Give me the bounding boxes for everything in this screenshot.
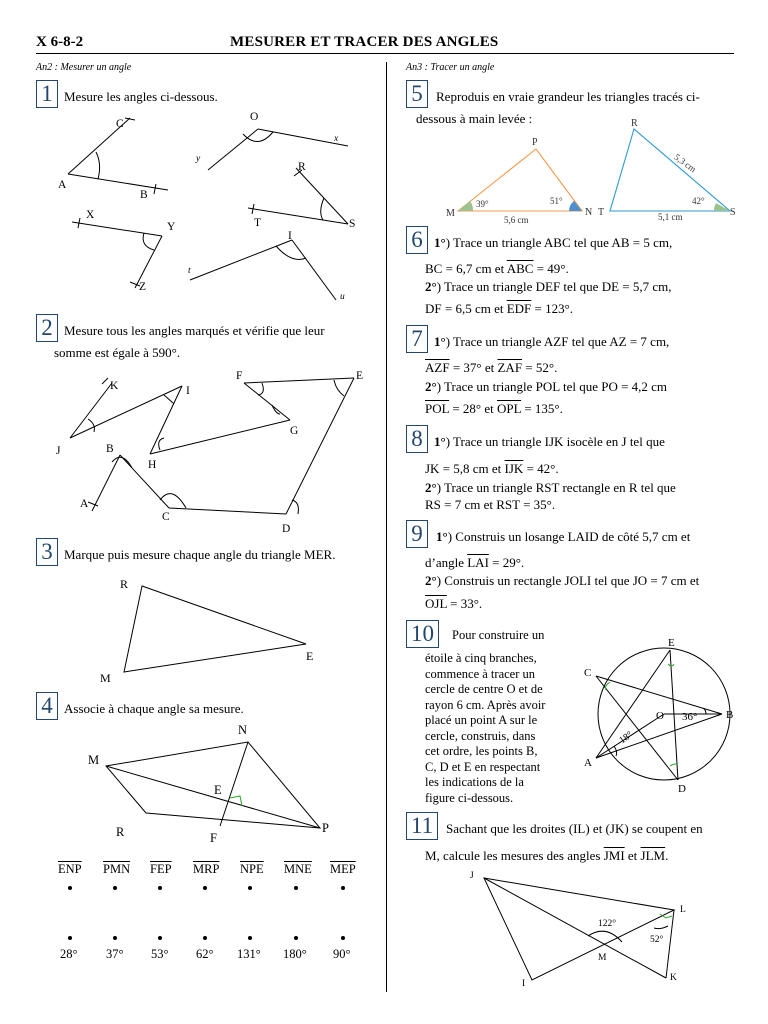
exercise-9-line-2: d’angle $\overline{LAI} = 29^\circ$. <box>425 555 525 570</box>
label-A: A <box>80 498 89 510</box>
exercise-9-line-1: 1°) Construis un losange LAID de côté 5,7 cm et <box>436 529 691 544</box>
page-title: MESURER ET TRACER DES ANGLES <box>230 34 499 50</box>
exercise-4-number: 4 <box>36 692 58 720</box>
measure-37: 37° <box>106 947 124 961</box>
exercise-2-number: 2 <box>36 314 58 342</box>
label-F: F <box>236 370 243 382</box>
label-O: O <box>250 111 259 123</box>
label-R: R <box>631 118 638 129</box>
label-x: x <box>334 134 339 144</box>
exercise-5-line-2: dessous à main levée : <box>416 111 533 126</box>
exercise-9-line-3: 2°) Construis un rectangle JOLI tel que JO = 7 cm et <box>425 573 700 588</box>
label-B: B <box>140 189 148 201</box>
exercise-10-line-1: Pour construire un <box>452 628 545 642</box>
exercise-11-number: 11 <box>406 812 438 840</box>
exercise-6-number: 6 <box>406 226 428 254</box>
label-R: R <box>298 161 306 173</box>
label-J: J <box>470 871 474 881</box>
angle-39: 39° <box>476 199 489 209</box>
label-P: P <box>532 137 538 148</box>
left-section-subtitle: An2 : Mesurer un angle <box>36 62 132 73</box>
exercise-5-line-1: Reproduis en vraie grandeur les triangles tracés ci- <box>436 89 700 104</box>
angle-NPE: $\overline{NPE}$ <box>240 862 264 876</box>
header-rule <box>36 53 734 54</box>
label-H: H <box>148 459 157 471</box>
label-C: C <box>584 667 592 679</box>
angle-MRP: $\overline{MRP}$ <box>193 862 220 876</box>
label-E: E <box>306 649 314 663</box>
label-D: D <box>678 783 686 795</box>
exercise-1-instruction: Mesure les angles ci-dessous. <box>64 89 218 104</box>
label-D: D <box>282 523 291 535</box>
exercise-3-figure <box>36 572 381 687</box>
label-E: E <box>668 637 675 649</box>
right-section-subtitle: An3 : Tracer un angle <box>406 62 495 73</box>
label-A: A <box>58 179 67 191</box>
measure-180: 180° <box>283 947 307 961</box>
exercise-10-number: 10 <box>406 620 439 648</box>
angle-51: 51° <box>550 196 563 206</box>
measure-131: 131° <box>237 947 261 961</box>
exercise-7-number: 7 <box>406 325 428 353</box>
label-R: R <box>116 825 125 839</box>
label-C: C <box>162 511 170 523</box>
column-divider <box>386 62 387 992</box>
exercise-8-line-2: JK = 5,8 cm et $\overline{IJK} = 42^\circ$. <box>425 461 559 476</box>
label-F: F <box>210 831 217 845</box>
angle-122: 122° <box>598 919 617 929</box>
measure-53: 53° <box>151 947 169 961</box>
angle-52: 52° <box>650 935 664 945</box>
label-A: A <box>584 757 592 769</box>
label-K: K <box>110 380 119 392</box>
exercise-11-figure <box>460 866 700 991</box>
worksheet-code: X 6-8-2 <box>36 34 84 50</box>
label-M: M <box>100 671 111 685</box>
exercise-6-line-4: DF = 6,5 cm et $\overline{EDF} = 123^\circ$. <box>425 301 574 316</box>
label-t: t <box>188 266 191 276</box>
exercise-7-line-3: 2°) Trace un triangle POL tel que PO = 4,2 cm <box>425 379 668 394</box>
exercise-5-figure <box>430 115 740 225</box>
side-5-1: 5,1 cm <box>658 212 683 222</box>
exercise-4-matching <box>48 862 378 972</box>
label-B: B <box>726 709 734 721</box>
label-M: M <box>88 753 100 767</box>
exercise-9-number: 9 <box>406 520 428 548</box>
exercise-7-line-2: $\overline{AZF} = 37^\circ$ et $\overline{ZAF} = 52^\circ$. <box>425 360 558 375</box>
label-O: O <box>656 710 664 722</box>
exercise-10-figure <box>574 630 744 800</box>
label-R: R <box>120 577 129 591</box>
angle-42: 42° <box>692 196 705 206</box>
exercise-7-line-4: $\overline{POL} = 28^\circ$ et $\overline{OPL} = 135^\circ$. <box>425 401 563 416</box>
label-Z: Z <box>139 281 147 293</box>
exercise-10-text: étoile à cinq branches, commence à tracer un cercle de centre O et de rayon 6 cm. Après avoir placé un point A sur le cercle, construis, dans cet ordre, les points B, C, D et E en respectant les indications de la figure ci-dessous. <box>425 651 546 805</box>
label-E: E <box>356 370 364 382</box>
label-Y: Y <box>167 221 176 233</box>
measure-62: 62° <box>196 947 214 961</box>
angle-FEP: $\overline{FEP}$ <box>150 862 172 876</box>
angle-MEP: $\overline{MEP}$ <box>330 862 356 876</box>
side-5-6: 5,6 cm <box>504 215 529 225</box>
exercise-1-figure <box>36 108 381 303</box>
exercise-1-number: 1 <box>36 80 58 108</box>
label-u: u <box>340 292 345 302</box>
label-X: X <box>86 209 95 221</box>
angle-MNE: $\overline{MNE}$ <box>284 862 312 876</box>
label-C: C <box>116 118 124 130</box>
label-B: B <box>106 443 114 455</box>
label-N: N <box>238 723 248 737</box>
angle-36: 36° <box>682 711 698 723</box>
label-M: M <box>598 953 607 963</box>
exercise-8-number: 8 <box>406 425 428 453</box>
angle-18: 18° <box>617 729 636 747</box>
exercise-6-line-2: BC = 6,7 cm et $\overline{ABC} = 49^\circ$. <box>425 261 569 276</box>
label-G: G <box>290 425 299 437</box>
exercise-8-line-3: 2°) Trace un triangle RST rectangle en R tel que <box>425 480 676 495</box>
label-J: J <box>56 445 61 457</box>
exercise-2-line-1: Mesure tous les angles marqués et vérifie que leur <box>64 323 325 338</box>
label-I: I <box>288 230 292 242</box>
exercise-4-instruction: Associe à chaque angle sa mesure. <box>64 701 244 716</box>
label-S: S <box>349 218 356 230</box>
measure-28: 28° <box>60 947 78 961</box>
angle-PMN: $\overline{PMN}$ <box>103 862 131 876</box>
exercise-5-number: 5 <box>406 80 428 108</box>
exercise-11-line-1: Sachant que les droites (IL) et (JK) se coupent en <box>446 821 703 836</box>
label-P: P <box>322 821 329 835</box>
label-I: I <box>522 979 526 989</box>
exercise-8-line-4: RS = 7 cm et RST = 35°. <box>425 497 556 512</box>
exercise-8-line-1: 1°) Trace un triangle IJK isocèle en J tel que <box>434 434 665 449</box>
label-L: L <box>680 905 686 915</box>
angle-ENP: $\overline{ENP}$ <box>58 862 82 876</box>
exercise-6-line-1: 1°) Trace un triangle ABC tel que AB = 5 cm, <box>434 235 673 250</box>
label-I: I <box>186 385 190 397</box>
exercise-2-line-2: somme est égale à 590°. <box>54 345 181 360</box>
label-K: K <box>670 973 677 983</box>
label-y: y <box>196 154 201 164</box>
exercise-11-line-2: M, calcule les mesures des angles $\overline{JMI}$ et $\overline{JLM}$. <box>425 848 669 863</box>
exercise-6-line-3: 2°) Trace un triangle DEF tel que DE = 5,7 cm, <box>425 279 672 294</box>
label-N: N <box>585 207 593 218</box>
side-5-3: 5,3 cm <box>672 151 699 175</box>
exercise-9-line-4: $\overline{OJL} = 33^\circ$. <box>425 596 483 611</box>
exercise-7-line-1: 1°) Trace un triangle AZF tel que AZ = 7 cm, <box>434 334 670 349</box>
exercise-3-instruction: Marque puis mesure chaque angle du triangle MER. <box>64 547 336 562</box>
exercise-4-figure <box>36 718 381 848</box>
exercise-3-number: 3 <box>36 538 58 566</box>
exercise-2-figure <box>36 364 381 539</box>
label-S: S <box>730 207 736 218</box>
measure-90: 90° <box>333 947 351 961</box>
label-M: M <box>446 208 455 219</box>
label-E: E <box>214 783 222 797</box>
matching-dots[interactable] <box>48 880 378 944</box>
label-T: T <box>598 207 605 218</box>
label-T: T <box>254 217 262 229</box>
